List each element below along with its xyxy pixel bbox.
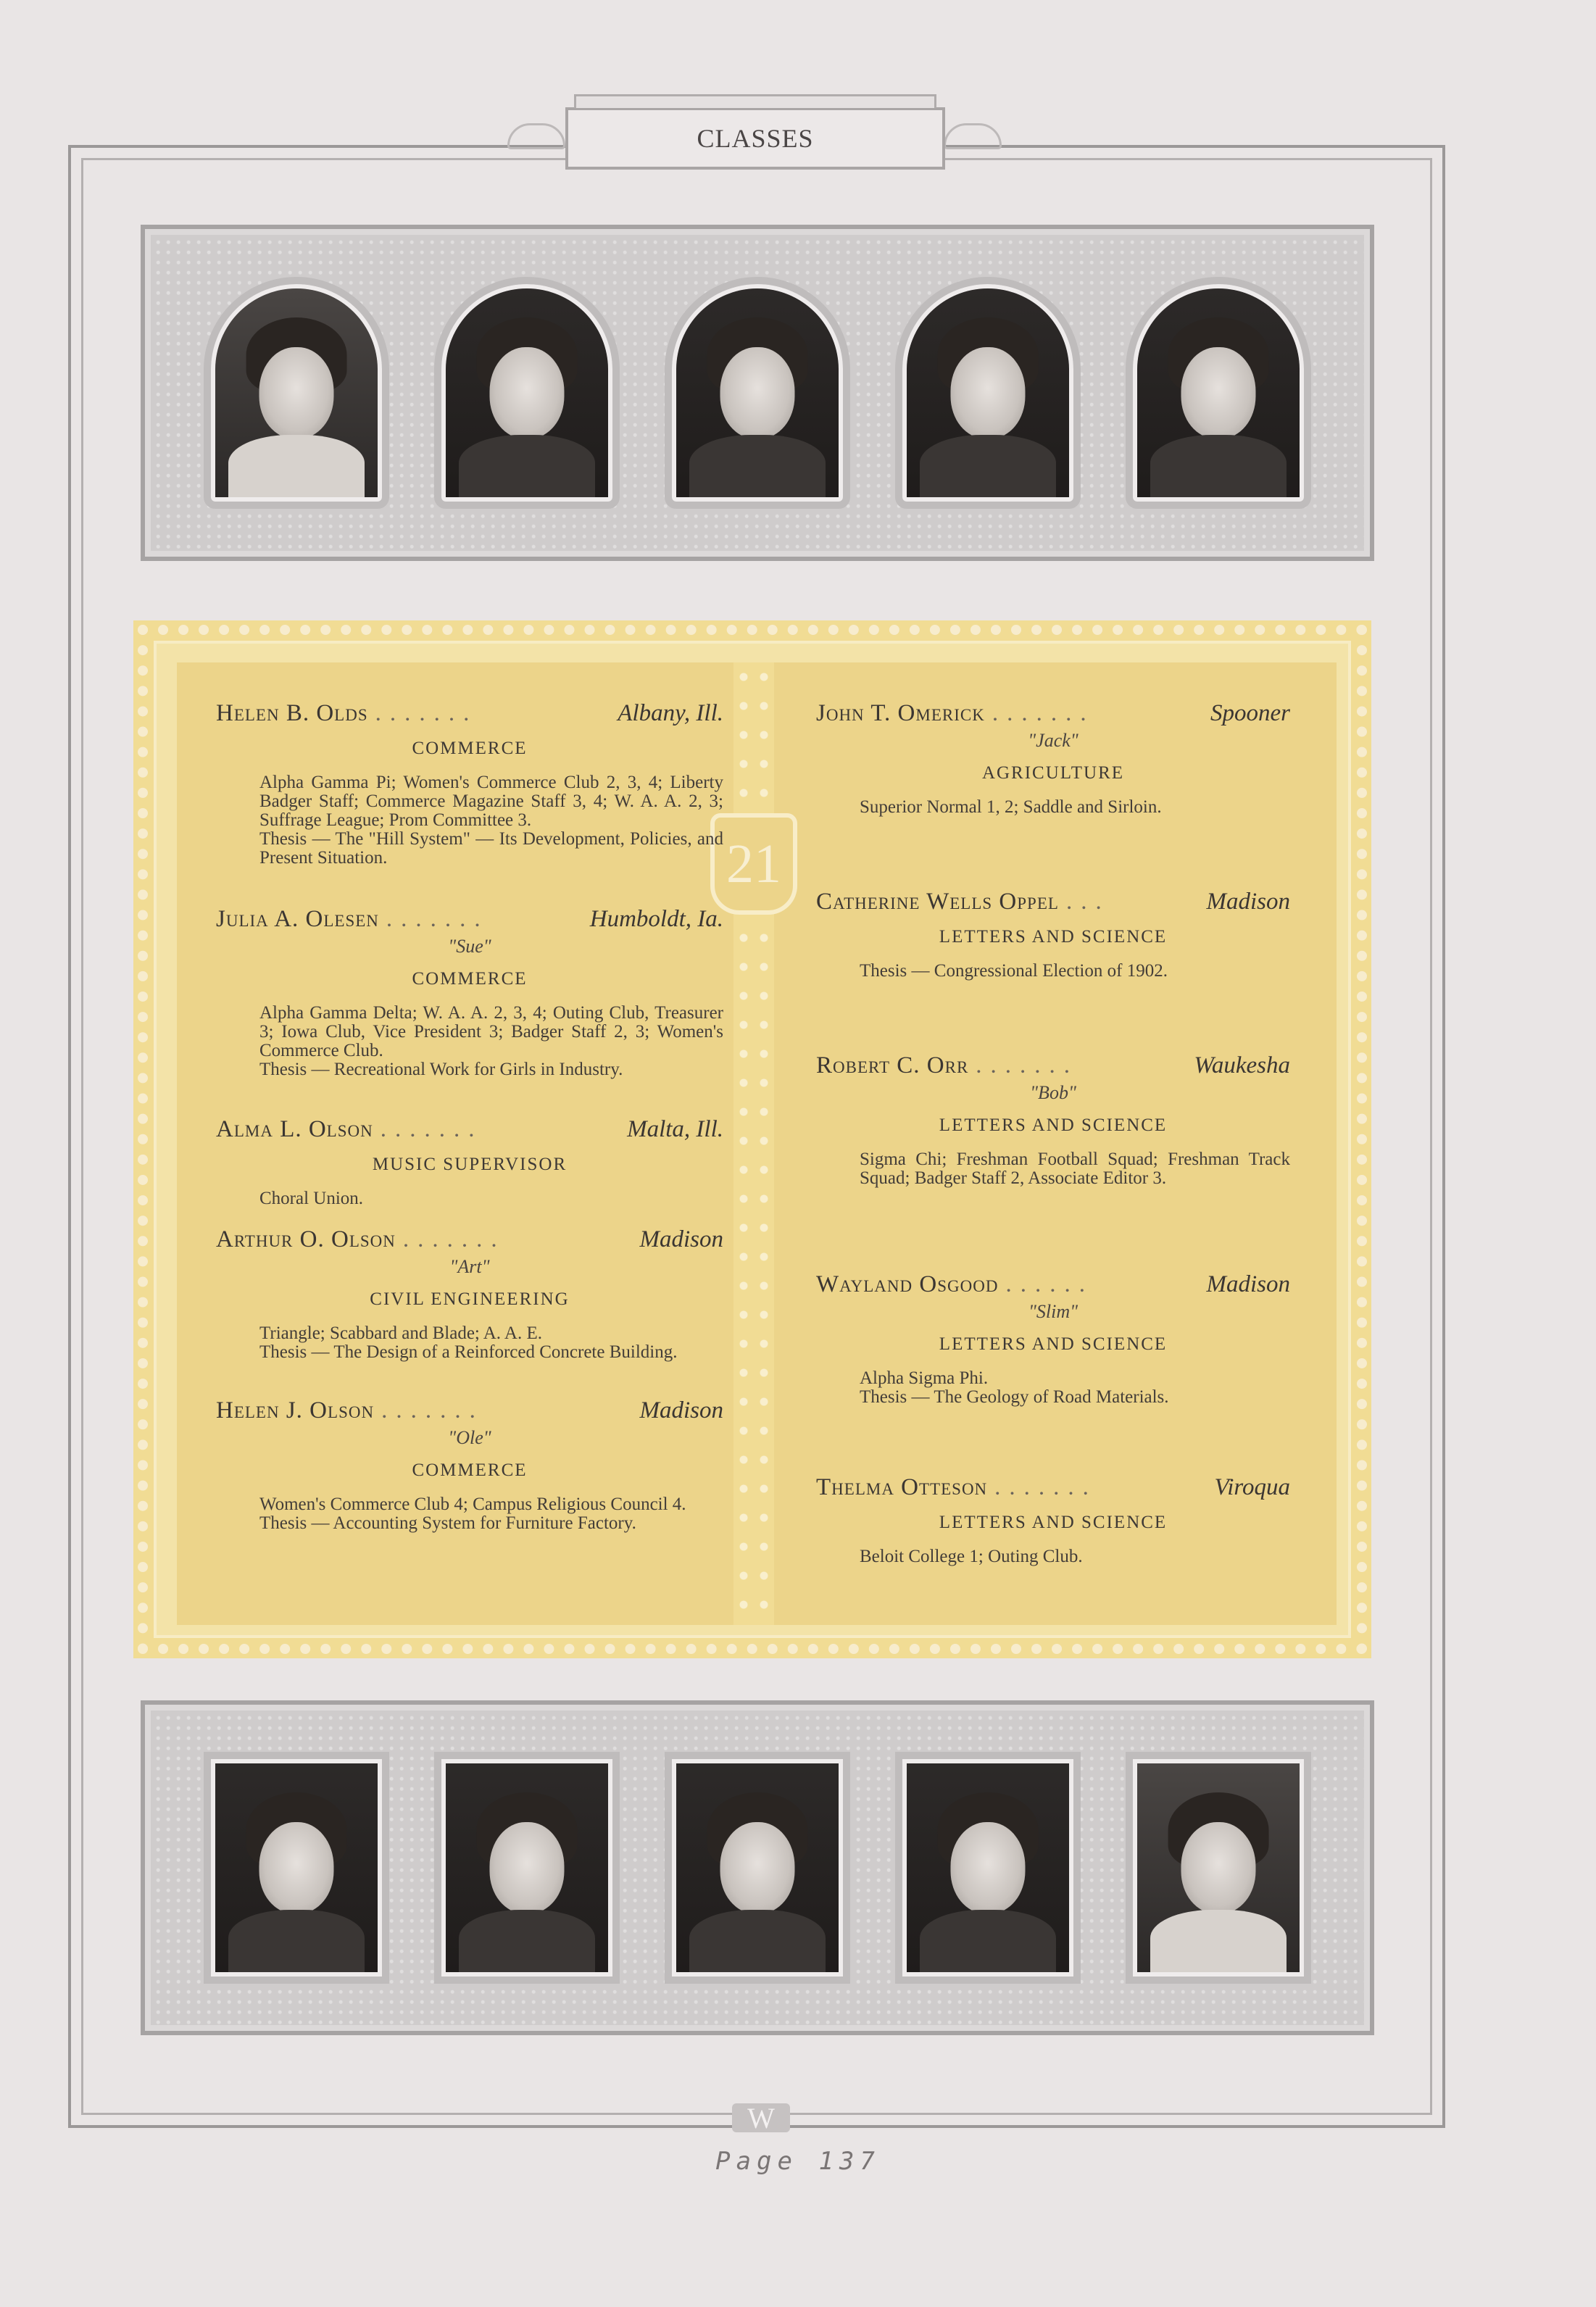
department: LETTERS AND SCIENCE xyxy=(939,1115,1168,1135)
name-line xyxy=(216,1116,723,1143)
name-line xyxy=(816,1052,1290,1079)
name-line xyxy=(816,1271,1290,1298)
hometown: Madison xyxy=(639,1226,723,1252)
department: CIVIL ENGINEERING xyxy=(370,1289,570,1309)
student-name: Helen B. Olds xyxy=(216,700,368,726)
name-line xyxy=(216,906,723,933)
student-name: Catherine Wells Oppel xyxy=(816,889,1059,915)
hometown: Malta, Ill. xyxy=(627,1116,723,1142)
leader-dots: ....... xyxy=(386,906,489,932)
logo-letter: W xyxy=(747,2101,775,2135)
leader-dots: ....... xyxy=(380,1116,483,1142)
portrait-john-omerick xyxy=(211,1759,382,1976)
activities: Women's Commerce Club 4; Campus Religious Council 4. Thesis — Accounting System for Furniture Factory. xyxy=(259,1495,686,1533)
student-name: Helen J. Olson xyxy=(216,1397,375,1423)
name-line xyxy=(816,1474,1290,1501)
student-name: John T. Omerick xyxy=(816,700,985,726)
name-line xyxy=(216,1397,723,1424)
wisconsin-w-logo xyxy=(732,2101,790,2135)
portrait-julia-olesen xyxy=(441,284,612,502)
hometown: Albany, Ill. xyxy=(618,700,723,726)
hometown: Waukesha xyxy=(1194,1052,1290,1078)
department: COMMERCE xyxy=(412,739,528,758)
student-name: Wayland Osgood xyxy=(816,1271,999,1297)
class-year-text: 21 xyxy=(726,833,781,894)
department: COMMERCE xyxy=(412,969,528,989)
activities: Beloit College 1; Outing Club. xyxy=(860,1547,1083,1566)
portrait-catherine-oppel xyxy=(441,1759,612,1976)
header-scroll-right xyxy=(944,123,1002,149)
student-name: Robert C. Orr xyxy=(816,1052,969,1078)
nickname: "Sue" xyxy=(448,936,491,957)
nickname: "Art" xyxy=(449,1256,490,1277)
portrait-arthur-olson xyxy=(902,284,1073,502)
name-line xyxy=(216,1226,723,1253)
hometown: Madison xyxy=(1206,889,1290,915)
leader-dots: ...... xyxy=(1005,1271,1094,1297)
activities: Alpha Gamma Delta; W. A. A. 2, 3, 4; Outing Club, Treasurer 3; Iowa Club, Vice President 3; Badger Staff 2, 3; Women's Commerce Club. Thesis — Recreational Work for Girls in Industry. xyxy=(259,1003,723,1079)
hometown: Madison xyxy=(639,1397,723,1423)
activities: Sigma Chi; Freshman Football Squad; Freshman Track Squad; Badger Staff 2, Associate Editor 3. xyxy=(860,1150,1290,1188)
name-line xyxy=(816,700,1290,727)
nickname: "Bob" xyxy=(1030,1082,1076,1103)
entry-catherine-oppel xyxy=(816,889,1290,981)
bottom-portrait-band xyxy=(141,1700,1374,2035)
class-year-medallion xyxy=(710,813,797,915)
entry-helen-olds xyxy=(216,700,723,868)
entry-helen-j-olson xyxy=(216,1397,723,1533)
nickname: "Slim" xyxy=(1028,1301,1078,1322)
top-portrait-band xyxy=(141,225,1374,561)
student-name: Alma L. Olson xyxy=(216,1116,373,1142)
column-divider xyxy=(733,662,774,1625)
leader-dots: ....... xyxy=(381,1397,484,1423)
leader-dots: ....... xyxy=(402,1226,506,1252)
entry-arthur-olson xyxy=(216,1226,723,1362)
activities: Thesis — Congressional Election of 1902. xyxy=(860,961,1168,981)
activities: Alpha Gamma Pi; Women's Commerce Club 2, 3, 4; Liberty Badger Staff; Commerce Magazine Staff 3, 4; W. A. A. 2, 3; Suffrage League; Prom Committee 3. Thesis — The "Hill System" — Its Development, Policies, and Present Situation. xyxy=(259,773,723,868)
entry-wayland-osgood xyxy=(816,1271,1290,1407)
leader-dots: ....... xyxy=(992,700,1095,726)
hometown: Madison xyxy=(1206,1271,1290,1297)
student-name: Julia A. Olesen xyxy=(216,906,379,932)
activities: Superior Normal 1, 2; Saddle and Sirloin. xyxy=(860,797,1162,817)
entry-julia-olesen xyxy=(216,906,723,1079)
entry-thelma-otteson xyxy=(816,1474,1290,1566)
leader-dots: ....... xyxy=(976,1052,1079,1078)
leader-dots: ... xyxy=(1065,889,1110,915)
student-name: Thelma Otteson xyxy=(816,1474,988,1500)
department: AGRICULTURE xyxy=(981,763,1125,783)
name-line xyxy=(816,889,1290,915)
header-scroll-left xyxy=(507,123,565,149)
entry-alma-olson xyxy=(216,1116,723,1208)
activities: Triangle; Scabbard and Blade; A. A. E. Thesis — The Design of a Reinforced Concrete Building. xyxy=(259,1323,678,1362)
portrait-helen-olds xyxy=(211,284,382,502)
portrait-wayland-osgood xyxy=(902,1759,1073,1976)
nickname: "Jack" xyxy=(1028,730,1078,751)
page-number: Page 137 xyxy=(715,2147,881,2176)
hometown: Humboldt, Ia. xyxy=(589,906,723,932)
student-name: Arthur O. Olson xyxy=(216,1226,396,1252)
section-title: CLASSES xyxy=(697,124,814,153)
entry-john-omerick xyxy=(816,700,1290,817)
name-line xyxy=(216,700,723,727)
department: LETTERS AND SCIENCE xyxy=(939,1513,1168,1532)
hometown: Viroqua xyxy=(1214,1474,1290,1500)
activities: Alpha Sigma Phi. Thesis — The Geology of Road Materials. xyxy=(860,1368,1169,1407)
department: LETTERS AND SCIENCE xyxy=(939,1334,1168,1354)
department: LETTERS AND SCIENCE xyxy=(939,927,1168,947)
activities: Choral Union. xyxy=(259,1189,364,1208)
portrait-alma-olson xyxy=(672,284,843,502)
department: COMMERCE xyxy=(412,1460,528,1480)
portrait-robert-orr xyxy=(672,1759,843,1976)
page-header xyxy=(565,107,945,170)
portrait-helen-j-olson xyxy=(1133,284,1304,502)
hometown: Spooner xyxy=(1210,700,1290,726)
entry-robert-orr xyxy=(816,1052,1290,1188)
nickname: "Ole" xyxy=(448,1427,491,1448)
leader-dots: ....... xyxy=(994,1474,1097,1500)
leader-dots: ....... xyxy=(375,700,478,726)
portrait-thelma-otteson xyxy=(1133,1759,1304,1976)
department: MUSIC SUPERVISOR xyxy=(372,1155,568,1174)
